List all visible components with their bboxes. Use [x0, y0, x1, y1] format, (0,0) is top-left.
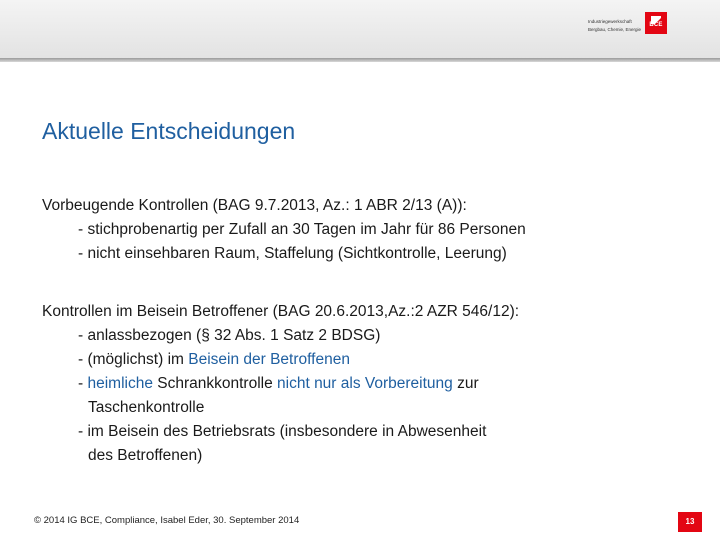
logo-line2: Bergbau, Chemie, Energie — [588, 27, 642, 32]
list-item: - im Beisein des Betriebsrats (insbesondere in Abwesenheit — [78, 423, 487, 440]
block-preventive-checks — [42, 194, 526, 266]
list-item-continuation: des Betroffenen) — [88, 447, 203, 464]
logo-text — [588, 18, 644, 34]
text-run: - — [78, 375, 88, 392]
text-run: - (möglichst) im — [78, 351, 189, 368]
block-presence-checks — [42, 300, 519, 468]
list-item: - anlassbezogen (§ 32 Abs. 1 Satz 2 BDSG) — [78, 327, 381, 344]
list-item — [42, 372, 519, 396]
highlighted-text: heimliche — [87, 375, 153, 392]
text-run: Schrankkontrolle — [152, 375, 278, 392]
block2-heading: Kontrollen im Beisein Betroffener (BAG 20.6.2013,Az.:2 AZR 546/12): — [42, 303, 520, 320]
footer-copyright: © 2014 IG BCE, Compliance, Isabel Eder, 30. September 2014 — [34, 515, 300, 526]
highlighted-text: Beisein der Betroffenen — [188, 351, 350, 368]
list-item-continuation: Taschenkontrolle — [88, 399, 205, 416]
list-item: - stichprobenartig per Zufall an 30 Tagen im Jahr für 86 Personen — [78, 221, 526, 238]
text-run: zur — [452, 375, 479, 392]
logo-sub: BCE — [649, 22, 663, 28]
block1-heading: Vorbeugende Kontrollen (BAG 9.7.2013, Az.: 1 ABR 2/13 (A)): — [42, 197, 467, 214]
highlighted-text: nicht nur als Vorbereitung — [277, 375, 453, 392]
header-divider — [0, 58, 720, 62]
logo-line1: Industriegewerkschaft — [588, 19, 632, 24]
list-item — [42, 348, 519, 372]
list-item: - nicht einsehbaren Raum, Staffelung (Sichtkontrolle, Leerung) — [78, 245, 507, 262]
page-title: Aktuelle Entscheidungen — [42, 118, 296, 144]
page-number-badge: 13 — [678, 512, 702, 532]
